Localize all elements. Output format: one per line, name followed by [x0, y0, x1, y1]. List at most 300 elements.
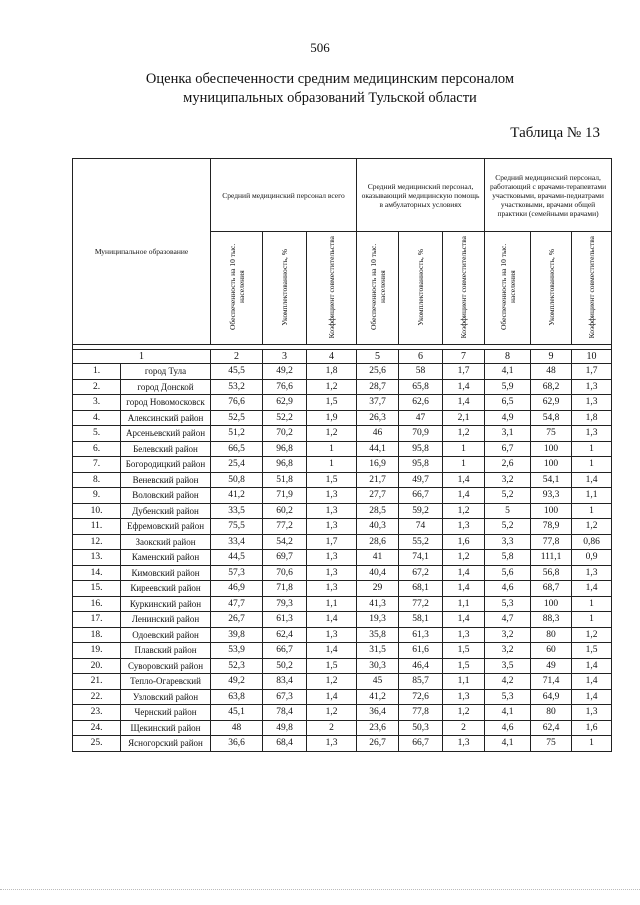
table-cell: 76,6 [263, 379, 307, 395]
header-provision: Обеспеченность на 10 тыс. населения [357, 232, 399, 345]
table-cell: 58,1 [399, 612, 443, 628]
table-cell: 1,2 [443, 550, 485, 566]
header-staffing: Укомплектованность, % [399, 232, 443, 345]
header-staffing: Укомплектованность, % [263, 232, 307, 345]
table-cell: 3,5 [485, 658, 531, 674]
table-cell: 5,6 [485, 565, 531, 581]
table-cell: 6,5 [485, 395, 531, 411]
municipality-name: Воловский район [121, 488, 211, 504]
row-number: 7. [73, 457, 121, 473]
table-cell: 41,3 [357, 596, 399, 612]
table-cell: 5,3 [485, 596, 531, 612]
row-number: 4. [73, 410, 121, 426]
table-cell: 64,9 [531, 689, 572, 705]
table-cell: 77,2 [399, 596, 443, 612]
table-cell: 71,8 [263, 581, 307, 597]
table-cell: 1,2 [443, 705, 485, 721]
table-cell: 1,7 [572, 364, 612, 380]
municipality-name: Белевский район [121, 441, 211, 457]
header-group-total: Средний медицинский персонал всего [211, 159, 357, 232]
table-cell: 40,3 [357, 519, 399, 535]
table-row [73, 689, 612, 705]
row-number: 6. [73, 441, 121, 457]
table-cell: 57,3 [211, 565, 263, 581]
table-cell: 62,4 [531, 720, 572, 736]
table-cell: 1,4 [443, 565, 485, 581]
table-row [73, 674, 612, 690]
table-cell: 1,5 [307, 395, 357, 411]
table-cell: 61,6 [399, 643, 443, 659]
row-number: 15. [73, 581, 121, 597]
table-cell: 1,2 [307, 705, 357, 721]
staffing-table [72, 158, 612, 752]
table-cell: 26,7 [357, 736, 399, 752]
table-cell: 51,8 [263, 472, 307, 488]
table-cell: 1,3 [572, 565, 612, 581]
table-label: Таблица № 13 [510, 125, 600, 141]
table-cell: 61,3 [399, 627, 443, 643]
table-cell: 1,7 [307, 534, 357, 550]
table-cell: 31,5 [357, 643, 399, 659]
column-number: 3 [263, 350, 307, 364]
table-cell: 61,3 [263, 612, 307, 628]
table-row [73, 627, 612, 643]
row-number: 5. [73, 426, 121, 442]
municipality-name: Алексинский район [121, 410, 211, 426]
table-row [73, 457, 612, 473]
table-cell: 100 [531, 503, 572, 519]
table-cell: 49,2 [263, 364, 307, 380]
table-cell: 58 [399, 364, 443, 380]
table-cell: 30,3 [357, 658, 399, 674]
table-row [73, 472, 612, 488]
table-cell: 1,3 [307, 565, 357, 581]
table-cell: 54,8 [531, 410, 572, 426]
header-coefficient: Коэффициент совместительства [572, 232, 612, 345]
table-cell: 63,8 [211, 689, 263, 705]
table-cell: 1 [572, 441, 612, 457]
column-number: 9 [531, 350, 572, 364]
table-cell: 1,4 [443, 379, 485, 395]
table-cell: 23,6 [357, 720, 399, 736]
table-cell: 1,2 [307, 426, 357, 442]
table-cell: 41,2 [211, 488, 263, 504]
row-number: 11. [73, 519, 121, 535]
header-municipality: Муниципальное образование [73, 159, 211, 345]
table-row [73, 364, 612, 380]
table-cell: 1,1 [307, 596, 357, 612]
table-cell: 1,3 [307, 519, 357, 535]
table-row [73, 550, 612, 566]
table-cell: 33,5 [211, 503, 263, 519]
table-cell: 95,8 [399, 457, 443, 473]
table-cell: 66,7 [263, 643, 307, 659]
title-line-1: Оценка обеспеченности средним медицинским персоналом [145, 71, 515, 87]
row-number: 9. [73, 488, 121, 504]
table-cell: 69,7 [263, 550, 307, 566]
table-cell: 2 [307, 720, 357, 736]
table-cell: 93,3 [531, 488, 572, 504]
table-cell: 1,3 [443, 689, 485, 705]
table-cell: 16,9 [357, 457, 399, 473]
table-cell: 60,2 [263, 503, 307, 519]
table-cell: 48 [211, 720, 263, 736]
municipality-name: Плавский район [121, 643, 211, 659]
municipality-name: Богородицкий район [121, 457, 211, 473]
table-cell: 4,1 [485, 705, 531, 721]
table-cell: 68,2 [531, 379, 572, 395]
table-cell: 35,8 [357, 627, 399, 643]
row-number: 19. [73, 643, 121, 659]
row-number: 24. [73, 720, 121, 736]
municipality-name: Тепло-Огаревский [121, 674, 211, 690]
table-row [73, 488, 612, 504]
table-cell: 1,3 [572, 395, 612, 411]
row-number: 8. [73, 472, 121, 488]
municipality-name: Каменский район [121, 550, 211, 566]
table-row [73, 720, 612, 736]
table-cell: 5 [485, 503, 531, 519]
row-number: 2. [73, 379, 121, 395]
table-cell: 1,8 [307, 364, 357, 380]
table-cell: 48 [531, 364, 572, 380]
table-cell: 77,2 [263, 519, 307, 535]
table-cell: 67,3 [263, 689, 307, 705]
row-number: 12. [73, 534, 121, 550]
table-cell: 96,8 [263, 457, 307, 473]
table-row [73, 643, 612, 659]
table-cell: 1,4 [443, 581, 485, 597]
table-cell: 1,4 [443, 612, 485, 628]
table-cell: 33,4 [211, 534, 263, 550]
table-cell: 3,2 [485, 643, 531, 659]
table-cell: 1,3 [307, 581, 357, 597]
column-number: 10 [572, 350, 612, 364]
table-row [73, 565, 612, 581]
table-cell: 68,4 [263, 736, 307, 752]
row-number: 16. [73, 596, 121, 612]
municipality-name: Ленинский район [121, 612, 211, 628]
table-cell: 1,6 [572, 720, 612, 736]
table-cell: 50,3 [399, 720, 443, 736]
municipality-name: Киреевский район [121, 581, 211, 597]
row-number: 1. [73, 364, 121, 380]
table-cell: 1,2 [443, 426, 485, 442]
row-number: 20. [73, 658, 121, 674]
table-cell: 77,8 [399, 705, 443, 721]
table-cell: 62,9 [263, 395, 307, 411]
table-cell: 1 [443, 441, 485, 457]
municipality-name: Дубенский район [121, 503, 211, 519]
table-cell: 88,3 [531, 612, 572, 628]
table-cell: 3,1 [485, 426, 531, 442]
table-cell: 26,3 [357, 410, 399, 426]
table-cell: 1,4 [443, 488, 485, 504]
table-cell: 2,1 [443, 410, 485, 426]
table-cell: 1 [572, 457, 612, 473]
table-cell: 1,2 [572, 519, 612, 535]
page-number: 506 [310, 40, 330, 55]
column-number: 4 [307, 350, 357, 364]
table-cell: 55,2 [399, 534, 443, 550]
table-cell: 1 [307, 457, 357, 473]
table-cell: 1,3 [307, 627, 357, 643]
table-cell: 66,7 [399, 488, 443, 504]
table-cell: 41 [357, 550, 399, 566]
table-cell: 85,7 [399, 674, 443, 690]
table-cell: 1,3 [307, 503, 357, 519]
table-row [73, 410, 612, 426]
table-cell: 62,4 [263, 627, 307, 643]
table-cell: 70,6 [263, 565, 307, 581]
table-cell: 76,6 [211, 395, 263, 411]
table-cell: 1,6 [443, 534, 485, 550]
table-cell: 1,5 [572, 643, 612, 659]
table-cell: 1,4 [572, 658, 612, 674]
table-cell: 66,5 [211, 441, 263, 457]
table-cell: 47,7 [211, 596, 263, 612]
table-cell: 75,5 [211, 519, 263, 535]
table-cell: 3,2 [485, 627, 531, 643]
table-cell: 46 [357, 426, 399, 442]
table-row [73, 736, 612, 752]
municipality-name: Арсеньевский район [121, 426, 211, 442]
table-cell: 21,7 [357, 472, 399, 488]
table-cell: 1,4 [572, 689, 612, 705]
municipality-name: Узловский район [121, 689, 211, 705]
table-cell: 28,5 [357, 503, 399, 519]
table-row [73, 379, 612, 395]
table-cell: 54,1 [531, 472, 572, 488]
table-cell: 5,3 [485, 689, 531, 705]
row-number: 3. [73, 395, 121, 411]
municipality-name: Одоевский район [121, 627, 211, 643]
table-cell: 1,4 [307, 689, 357, 705]
municipality-name: Ефремовский район [121, 519, 211, 535]
municipality-name: Кимовский район [121, 565, 211, 581]
header-coefficient: Коэффициент совместительства [443, 232, 485, 345]
table-cell: 68,7 [531, 581, 572, 597]
table-row [73, 441, 612, 457]
table-cell: 1,2 [307, 674, 357, 690]
table-cell: 28,7 [357, 379, 399, 395]
table-cell: 1,4 [572, 472, 612, 488]
table-cell: 5,9 [485, 379, 531, 395]
document-title [60, 70, 600, 108]
table-cell: 49,2 [211, 674, 263, 690]
table-cell: 25,6 [357, 364, 399, 380]
table-cell: 1,3 [443, 627, 485, 643]
table-cell: 1,4 [443, 395, 485, 411]
table-cell: 44,1 [357, 441, 399, 457]
table-cell: 100 [531, 441, 572, 457]
table-cell: 74 [399, 519, 443, 535]
table-cell: 49 [531, 658, 572, 674]
municipality-name: Веневский район [121, 472, 211, 488]
table-cell: 0,9 [572, 550, 612, 566]
municipality-name: Ясногорский район [121, 736, 211, 752]
table-cell: 1,1 [443, 596, 485, 612]
column-number: 2 [211, 350, 263, 364]
table-cell: 75 [531, 426, 572, 442]
table-cell: 5,2 [485, 519, 531, 535]
header-coefficient: Коэффициент совместительства [307, 232, 357, 345]
table-cell: 19,3 [357, 612, 399, 628]
table-cell: 1 [443, 457, 485, 473]
table-row [73, 705, 612, 721]
table-cell: 1 [307, 441, 357, 457]
municipality-name: город Тула [121, 364, 211, 380]
table-cell: 37,7 [357, 395, 399, 411]
table-cell: 78,9 [531, 519, 572, 535]
table-row [73, 658, 612, 674]
table-cell: 5,2 [485, 488, 531, 504]
table-cell: 65,8 [399, 379, 443, 395]
table-cell: 3,2 [485, 472, 531, 488]
table-cell: 111,1 [531, 550, 572, 566]
table-cell: 100 [531, 457, 572, 473]
table-cell: 75 [531, 736, 572, 752]
table-cell: 68,1 [399, 581, 443, 597]
column-number: 5 [357, 350, 399, 364]
table-row [73, 612, 612, 628]
table-cell: 1,2 [307, 379, 357, 395]
table-cell: 4,7 [485, 612, 531, 628]
table-cell: 1,4 [572, 674, 612, 690]
table-cell: 44,5 [211, 550, 263, 566]
table-cell: 77,8 [531, 534, 572, 550]
table-cell: 62,9 [531, 395, 572, 411]
table-cell: 1,3 [443, 519, 485, 535]
footer-rule [0, 889, 640, 891]
row-number: 17. [73, 612, 121, 628]
table-row [73, 581, 612, 597]
table-cell: 79,3 [263, 596, 307, 612]
table-cell: 1,4 [443, 472, 485, 488]
table-cell: 41,2 [357, 689, 399, 705]
table-cell: 36,6 [211, 736, 263, 752]
table-cell: 39,8 [211, 627, 263, 643]
table-cell: 40,4 [357, 565, 399, 581]
table-cell: 4,9 [485, 410, 531, 426]
table-cell: 1,3 [572, 426, 612, 442]
table-cell: 70,9 [399, 426, 443, 442]
column-number: 6 [399, 350, 443, 364]
table-row [73, 519, 612, 535]
header-provision: Обеспеченность на 10 тыс. населения [485, 232, 531, 345]
row-number: 18. [73, 627, 121, 643]
table-cell: 1 [572, 612, 612, 628]
municipality-name: Щекинский район [121, 720, 211, 736]
table-cell: 71,9 [263, 488, 307, 504]
table-cell: 80 [531, 627, 572, 643]
table-cell: 46,9 [211, 581, 263, 597]
table-row [73, 426, 612, 442]
table-cell: 1 [572, 503, 612, 519]
row-number: 25. [73, 736, 121, 752]
header-group-outpatient: Средний медицинский персонал, оказывающий медицинскую помощь в амбулаторных условиях [357, 159, 485, 232]
table-cell: 4,1 [485, 364, 531, 380]
table-cell: 1,8 [572, 410, 612, 426]
table-cell: 1,5 [443, 658, 485, 674]
table-cell: 80 [531, 705, 572, 721]
table-cell: 45,5 [211, 364, 263, 380]
table-cell: 4,2 [485, 674, 531, 690]
row-number: 13. [73, 550, 121, 566]
table-cell: 67,2 [399, 565, 443, 581]
table-cell: 49,8 [263, 720, 307, 736]
table-cell: 60 [531, 643, 572, 659]
title-line-2: муниципальных образований Тульской области [183, 90, 477, 106]
table-cell: 1,4 [307, 612, 357, 628]
table-cell: 62,6 [399, 395, 443, 411]
table-cell: 1,5 [443, 643, 485, 659]
table-cell: 1,3 [572, 379, 612, 395]
table-row [73, 395, 612, 411]
table-cell: 1,3 [307, 736, 357, 752]
table-cell: 1,1 [443, 674, 485, 690]
table-cell: 1,5 [307, 472, 357, 488]
row-number: 21. [73, 674, 121, 690]
table-cell: 45,1 [211, 705, 263, 721]
table-cell: 25,4 [211, 457, 263, 473]
table-cell: 1,3 [307, 550, 357, 566]
table-cell: 5,8 [485, 550, 531, 566]
table-cell: 4,6 [485, 581, 531, 597]
table-cell: 0,86 [572, 534, 612, 550]
table-cell: 1,3 [443, 736, 485, 752]
municipality-name: город Новомосковск [121, 395, 211, 411]
table-cell: 1,7 [443, 364, 485, 380]
table-cell: 52,3 [211, 658, 263, 674]
table-cell: 49,7 [399, 472, 443, 488]
municipality-name: Заокский район [121, 534, 211, 550]
table-cell: 56,8 [531, 565, 572, 581]
table-cell: 1,3 [572, 705, 612, 721]
table-cell: 1 [572, 736, 612, 752]
table-cell: 83,4 [263, 674, 307, 690]
table-cell: 71,4 [531, 674, 572, 690]
column-number: 1 [73, 350, 211, 364]
table-cell: 78,4 [263, 705, 307, 721]
municipality-name: город Донской [121, 379, 211, 395]
table-cell: 4,6 [485, 720, 531, 736]
table-cell: 3,3 [485, 534, 531, 550]
column-number: 8 [485, 350, 531, 364]
table-cell: 2,6 [485, 457, 531, 473]
table-cell: 2 [443, 720, 485, 736]
table-cell: 27,7 [357, 488, 399, 504]
table-cell: 70,2 [263, 426, 307, 442]
table-cell: 50,2 [263, 658, 307, 674]
table-row [73, 503, 612, 519]
table-cell: 52,2 [263, 410, 307, 426]
column-number: 7 [443, 350, 485, 364]
table-row [73, 596, 612, 612]
row-number: 22. [73, 689, 121, 705]
table-cell: 47 [399, 410, 443, 426]
header-staffing: Укомплектованность, % [531, 232, 572, 345]
table-cell: 59,2 [399, 503, 443, 519]
table-row [73, 534, 612, 550]
table-cell: 26,7 [211, 612, 263, 628]
table-cell: 1,2 [572, 627, 612, 643]
table-cell: 4,1 [485, 736, 531, 752]
municipality-name: Куркинский район [121, 596, 211, 612]
table-cell: 95,8 [399, 441, 443, 457]
table-cell: 54,2 [263, 534, 307, 550]
table-cell: 1,3 [307, 488, 357, 504]
